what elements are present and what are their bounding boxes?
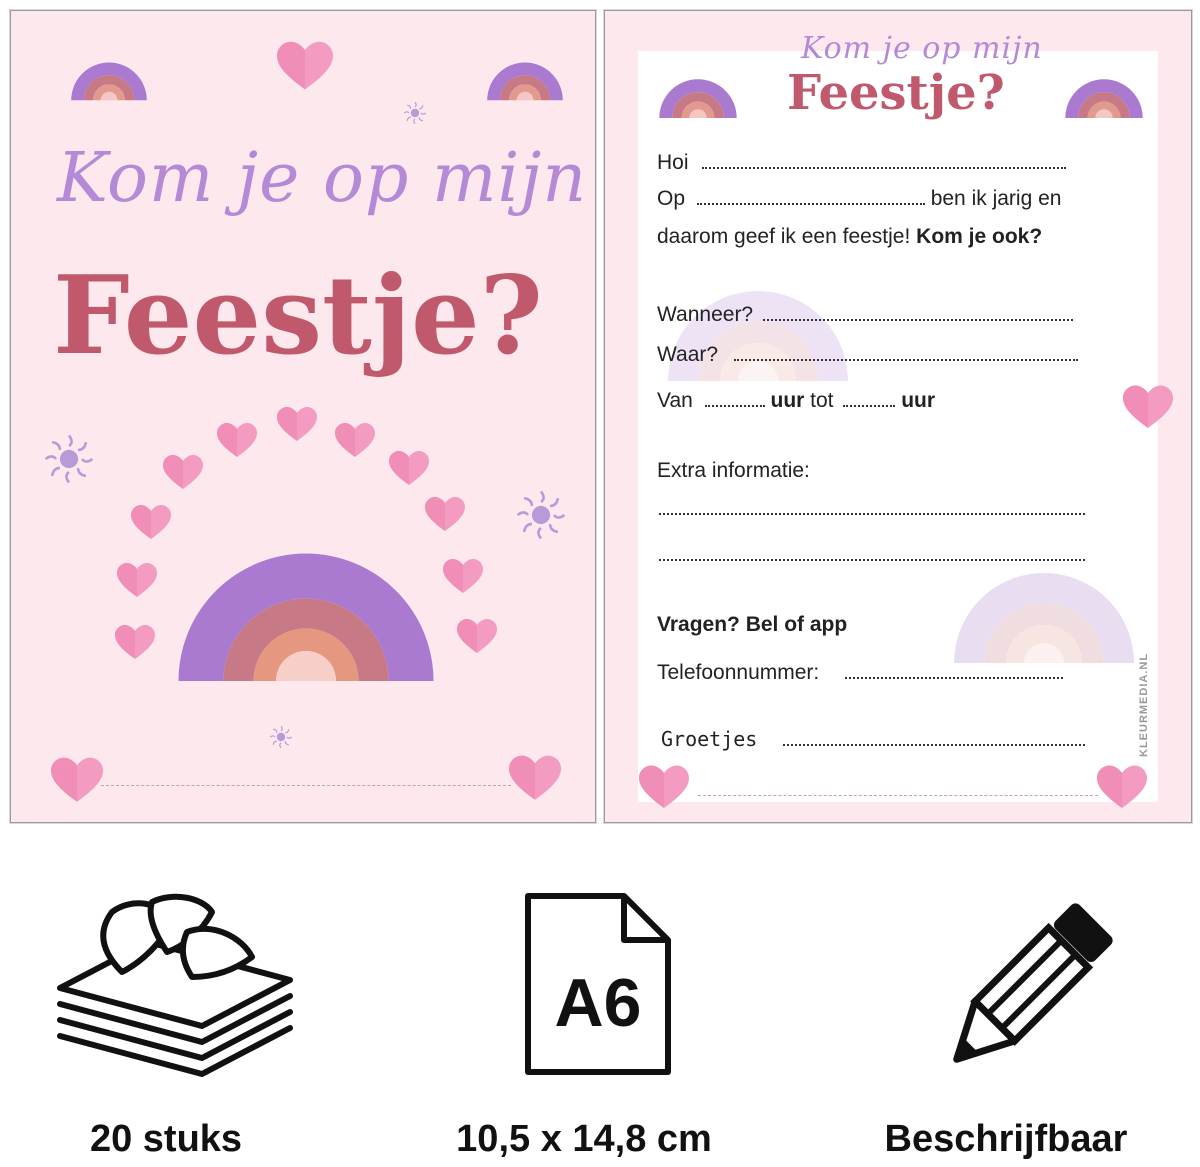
sun-icon: [515, 489, 567, 541]
invitation-back-card: [604, 10, 1192, 823]
kom-je-ook-text: Kom je ook?: [916, 225, 1043, 248]
op-line: [657, 187, 1061, 211]
op-label: Op: [657, 187, 686, 210]
op-tail: ben ik jarig en: [930, 187, 1062, 210]
end-time-blank[interactable]: [843, 391, 895, 407]
signature-blank[interactable]: [783, 730, 1085, 746]
back-title-script: Kom je op mijn: [801, 31, 1043, 66]
waar-line: [657, 343, 1078, 367]
uur-label: uur: [770, 389, 805, 412]
extra-info-label: Extra informatie:: [657, 459, 810, 482]
heart-icon: [277, 407, 317, 443]
van-label: Van: [657, 389, 693, 412]
feature-label-size: 10,5 x 14,8 cm: [456, 1118, 712, 1160]
divider: [698, 795, 1098, 796]
rainbow-icon: [1061, 59, 1147, 121]
front-title-bold: Feestje?: [53, 253, 543, 379]
heart-icon: [335, 423, 375, 459]
wanneer-line: [657, 303, 1073, 327]
heart-icon: [217, 423, 257, 459]
heart-icon: [639, 765, 689, 811]
paper-stack-icon: [52, 892, 298, 1078]
sun-icon: [403, 101, 427, 125]
rainbow-icon: [483, 41, 567, 105]
sun-icon: [43, 433, 95, 485]
heart-icon: [277, 41, 333, 93]
daarom-text: daarom geef ik een feestje!: [657, 225, 911, 248]
rainbow-watermark-icon: [944, 523, 1144, 673]
groetjes-line: [661, 727, 1085, 751]
heart-icon: [117, 563, 157, 599]
rainbow-icon: [655, 59, 741, 121]
start-time-blank[interactable]: [705, 391, 765, 407]
heart-icon: [457, 619, 497, 655]
feature-label-writable: Beschrijfbaar: [884, 1118, 1128, 1160]
van-line: [657, 389, 935, 413]
telefoon-label: Telefoonnummer:: [657, 661, 820, 684]
heart-icon: [1123, 385, 1173, 431]
heart-icon: [425, 497, 465, 533]
wanneer-label: Wanneer?: [657, 303, 754, 326]
invitation-front-card: [10, 10, 596, 823]
heart-icon: [1097, 765, 1147, 811]
groetjes-label: Groetjes: [661, 727, 758, 751]
writing-panel: [638, 51, 1158, 802]
uur-label: uur: [901, 389, 936, 412]
waar-label: Waar?: [657, 343, 719, 366]
where-blank[interactable]: [734, 345, 1078, 361]
heart-icon: [131, 505, 171, 541]
sun-icon: [269, 725, 293, 749]
svg-text:A6: A6: [554, 965, 642, 1041]
rainbow-icon: [156, 456, 456, 696]
heart-icon: [389, 451, 429, 487]
extra-info-blank[interactable]: [659, 559, 1085, 561]
heart-icon: [51, 757, 103, 805]
when-blank[interactable]: [763, 305, 1073, 321]
front-title-script: Kom je op mijn: [57, 139, 588, 218]
vragen-label: Vragen? Bel of app: [657, 613, 848, 636]
a6-document-icon: [524, 892, 672, 1076]
tot-label: tot: [810, 389, 834, 412]
name-blank[interactable]: [702, 153, 1066, 169]
rainbow-icon: [67, 41, 151, 105]
publisher-watermark: KLEURMEDIA.NL: [1138, 652, 1150, 757]
heart-icon: [443, 559, 483, 595]
telefoon-line: [657, 661, 1063, 685]
daarom-line: [657, 225, 1042, 249]
date-blank[interactable]: [697, 189, 925, 205]
hoi-line: [657, 151, 1066, 175]
divider: [101, 785, 511, 786]
extra-info-blank[interactable]: [659, 513, 1085, 515]
heart-icon: [509, 755, 561, 803]
hoi-label: Hoi: [657, 151, 689, 174]
back-title-bold: Feestje?: [787, 65, 1005, 121]
phone-blank[interactable]: [845, 663, 1063, 679]
pencil-icon: [936, 900, 1116, 1080]
feature-label-quantity: 20 stuks: [89, 1118, 243, 1160]
heart-icon: [163, 455, 203, 491]
heart-icon: [115, 625, 155, 661]
